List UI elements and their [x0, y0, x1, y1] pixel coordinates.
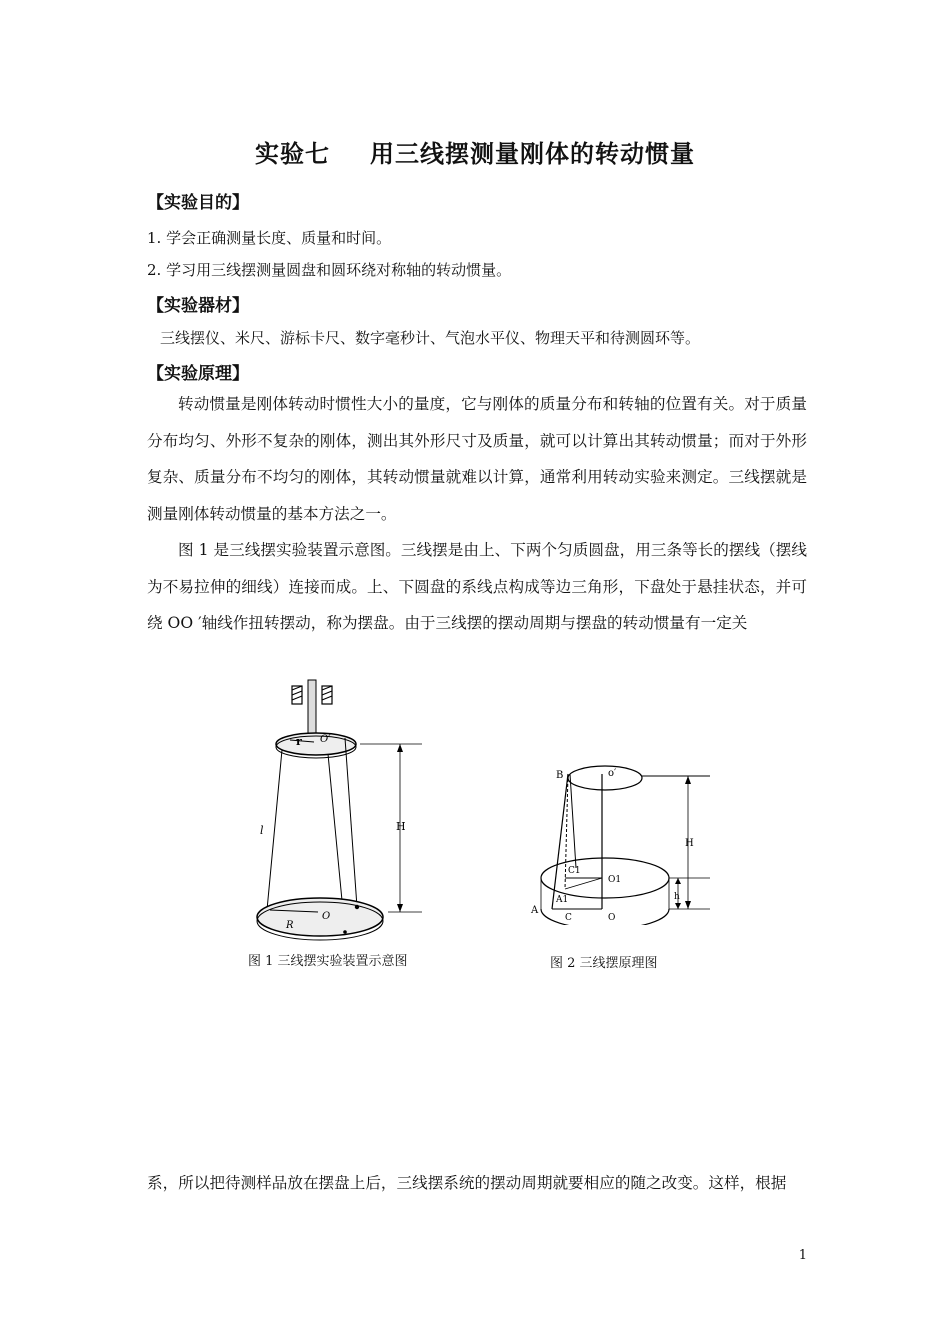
purpose-item-2: 2. 学习用三线摆测量圆盘和圆环绕对称轴的转动惯量。 [147, 261, 512, 279]
page-title [0, 134, 950, 169]
equipment-list: 三线摆仪、米尺、游标卡尺、数字毫秒计、气泡水平仪、物理天平和待测圆环等。 [160, 329, 701, 347]
fig2-label-H: H [685, 838, 694, 849]
fig2-label-O1: O1 [608, 875, 622, 885]
figure-2-caption: 图 2 三线摆原理图 [550, 956, 658, 971]
principle-paragraph-3: 系，所以把待测样品放在摆盘上后，三线摆系统的摆动周期就要相应的随之改变。这样，根据 [147, 1174, 787, 1192]
heading-purpose: 【实验目的】 [147, 193, 249, 213]
principle-paragraph-1: 转动惯量是刚体转动时惯性大小的量度，它与刚体的质量分布和转轴的位置有关。对于质量分布均匀、外形不复杂的刚体，测出其外形尺寸及质量，就可以计算出其转动惯量；而对于外形复杂、质量分布不均匀的刚体，其转动惯量就难以计算，通常利用转动实验来测定。三线摆就是测量刚体转动惯量的基本方法之一。 [147, 395, 807, 523]
heading-principle: 【实验原理】 [147, 364, 249, 384]
fig1-label-r: r [296, 735, 302, 748]
fig2-label-C: C [565, 913, 572, 923]
fig2-label-B: B [556, 770, 564, 781]
fig1-label-R: R [286, 920, 294, 931]
fig2-label-O: O [608, 913, 616, 923]
heading-equipment: 【实验器材】 [147, 296, 249, 316]
figure-2-three-wire-pendulum-principle [528, 760, 718, 925]
fig2-label-o-prime: o′ [608, 768, 617, 779]
fig2-label-h: h [674, 892, 680, 902]
fig2-label-A: A [531, 905, 539, 916]
fig1-label-O: O [322, 911, 331, 922]
page-number: 1 [798, 1248, 807, 1263]
figure-1-caption: 图 1 三线摆实验装置示意图 [248, 954, 408, 969]
fig1-label-H: H [396, 820, 406, 833]
fig2-label-A1: A1 [556, 895, 569, 905]
purpose-item-1: 1. 学会正确测量长度、质量和时间。 [147, 229, 392, 247]
figure-1-three-wire-pendulum-apparatus [240, 672, 440, 947]
fig1-label-l: l [260, 824, 264, 837]
title-experiment-name: 用三线摆测量刚体的转动惯量 [370, 140, 695, 168]
fig1-label-o-top: O′ [320, 734, 331, 745]
principle-paragraph-2: 图 1 是三线摆实验装置示意图。三线摆是由上、下两个匀质圆盘，用三条等长的摆线（摆线为不易拉伸的细线）连接而成。上、下圆盘的系线点构成等边三角形，下盘处于悬挂状态，并可绕 OO ′轴线作扭转摆动，称为摆盘。由于三线摆的摆动周期与摆盘的转动惯量有一定关 [147, 541, 807, 633]
title-experiment-number: 实验七 [255, 140, 330, 168]
fig2-label-C1: C1 [568, 866, 581, 876]
